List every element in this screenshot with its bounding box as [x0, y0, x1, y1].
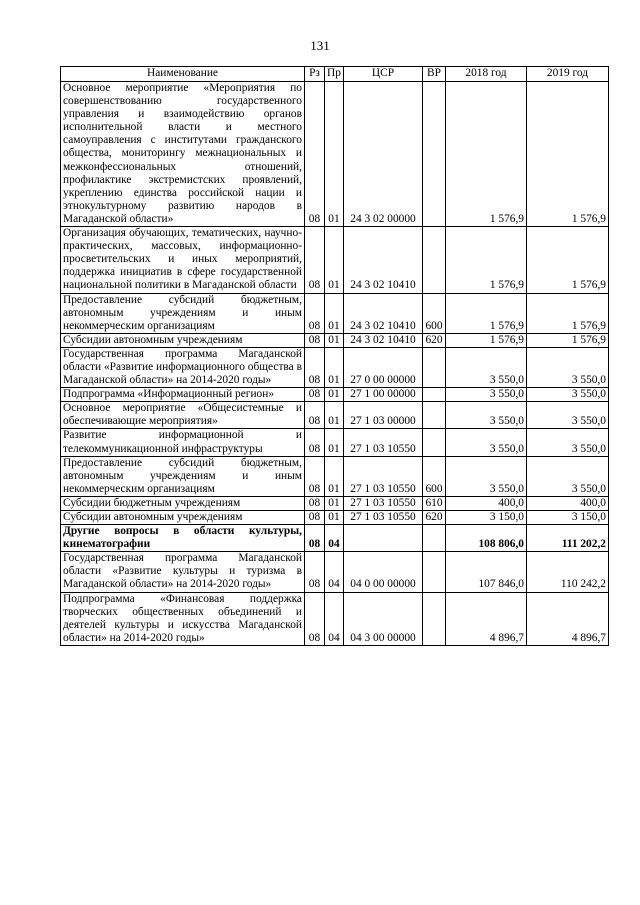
- row-2018: 3 550,0: [446, 388, 527, 402]
- row-rz: 08: [305, 82, 325, 227]
- row-vr: 600: [423, 456, 446, 496]
- row-2018: 1 576,9: [446, 82, 527, 227]
- row-csr: 04 0 00 00000: [344, 552, 423, 592]
- row-name: Государственная программа Магаданской области «Развитие культуры и туризма в Магаданской области» на 2014-2020 годы»: [61, 552, 305, 592]
- row-2018: 107 846,0: [446, 552, 527, 592]
- row-vr: 620: [423, 333, 446, 347]
- row-vr: [423, 525, 446, 552]
- row-2019: 1 576,9: [527, 293, 609, 333]
- row-name: Другие вопросы в области культуры, кинематографии: [61, 525, 305, 552]
- row-rz: 08: [305, 429, 325, 456]
- row-vr: 600: [423, 293, 446, 333]
- header-name: Наименование: [61, 67, 305, 82]
- table-row: [61, 456, 609, 496]
- row-pr: 01: [325, 82, 344, 227]
- row-vr: [423, 388, 446, 402]
- row-rz: 08: [305, 456, 325, 496]
- row-pr: 01: [325, 402, 344, 429]
- row-name: Подпрограмма «Финансовая поддержка творческих общественных объединений и деятелей культуры и искусства Магаданской области» на 2014-2020 годы»: [61, 592, 305, 645]
- row-2019: 3 550,0: [527, 402, 609, 429]
- table-row: [61, 347, 609, 387]
- row-rz: 08: [305, 525, 325, 552]
- budget-table: [60, 66, 609, 646]
- header-2018: 2018 год: [446, 67, 527, 82]
- row-pr: 01: [325, 333, 344, 347]
- row-2019: 1 576,9: [527, 227, 609, 293]
- row-vr: [423, 82, 446, 227]
- row-2019: 110 242,2: [527, 552, 609, 592]
- row-name: Основное мероприятие «Общесистемные и обеспечивающие мероприятия»: [61, 402, 305, 429]
- row-name: Организация обучающих, тематических, научно-практических, массовых, информационно-просветительских и иных мероприятий, поддержка инициатив в сфере государственной национальной политики в Магаданской области: [61, 227, 305, 293]
- header-2019: 2019 год: [527, 67, 609, 82]
- row-2018: 400,0: [446, 496, 527, 510]
- row-rz: 08: [305, 552, 325, 592]
- row-pr: 01: [325, 227, 344, 293]
- row-name: Субсидии бюджетным учреждениям: [61, 496, 305, 510]
- row-rz: 08: [305, 333, 325, 347]
- row-2018: 108 806,0: [446, 525, 527, 552]
- table-row: [61, 227, 609, 293]
- row-csr: 27 1 03 00000: [344, 402, 423, 429]
- row-2018: 1 576,9: [446, 293, 527, 333]
- row-pr: 04: [325, 525, 344, 552]
- row-2018: 3 150,0: [446, 511, 527, 525]
- row-2018: 3 550,0: [446, 456, 527, 496]
- row-vr: [423, 429, 446, 456]
- header-csr: ЦСР: [344, 67, 423, 82]
- row-2019: 3 550,0: [527, 347, 609, 387]
- row-rz: 08: [305, 592, 325, 645]
- row-2018: 3 550,0: [446, 429, 527, 456]
- table-row: [61, 388, 609, 402]
- row-csr: 27 1 03 10550: [344, 429, 423, 456]
- row-name: Предоставление субсидий бюджетным, автономным учреждениям и иным некоммерческим организациям: [61, 456, 305, 496]
- row-vr: [423, 592, 446, 645]
- row-pr: 01: [325, 293, 344, 333]
- row-2018: 1 576,9: [446, 333, 527, 347]
- row-vr: [423, 347, 446, 387]
- row-pr: 01: [325, 511, 344, 525]
- table-row: [61, 525, 609, 552]
- row-csr: 04 3 00 00000: [344, 592, 423, 645]
- row-rz: 08: [305, 402, 325, 429]
- row-csr: 24 3 02 10410: [344, 227, 423, 293]
- row-csr: 27 1 03 10550: [344, 456, 423, 496]
- header-pr: Пр: [325, 67, 344, 82]
- row-2019: 111 202,2: [527, 525, 609, 552]
- row-csr: 24 3 02 10410: [344, 293, 423, 333]
- table-row: [61, 333, 609, 347]
- row-name: Основное мероприятие «Мероприятия по совершенствованию государственного управления и взаимодействию органов исполнительной власти и местного самоуправления с институтами гражданского общества, мониторингу межнациональных и межконфессиональных отношений, профилактике экстремистских проявлений, укреплению единства российской нации и этнокультурному развитию народов в Магаданской области»: [61, 82, 305, 227]
- row-csr: 24 3 02 10410: [344, 333, 423, 347]
- row-2019: 3 550,0: [527, 388, 609, 402]
- row-pr: 04: [325, 592, 344, 645]
- table-row: [61, 293, 609, 333]
- table-header-row: [61, 67, 609, 82]
- row-2018: 4 896,7: [446, 592, 527, 645]
- row-2018: 1 576,9: [446, 227, 527, 293]
- header-vr: ВР: [423, 67, 446, 82]
- table-row: [61, 511, 609, 525]
- row-2019: 4 896,7: [527, 592, 609, 645]
- row-rz: 08: [305, 511, 325, 525]
- row-vr: 610: [423, 496, 446, 510]
- row-2019: 1 576,9: [527, 82, 609, 227]
- table-row: [61, 552, 609, 592]
- row-csr: 27 1 00 00000: [344, 388, 423, 402]
- row-pr: 01: [325, 456, 344, 496]
- row-2019: 3 550,0: [527, 456, 609, 496]
- row-name: Предоставление субсидий бюджетным, автономным учреждениям и иным некоммерческим организациям: [61, 293, 305, 333]
- header-rz: Рз: [305, 67, 325, 82]
- row-pr: 01: [325, 388, 344, 402]
- row-2019: 3 550,0: [527, 429, 609, 456]
- page-number: 131: [310, 38, 330, 53]
- row-csr: 27 1 03 10550: [344, 496, 423, 510]
- row-rz: 08: [305, 496, 325, 510]
- row-2019: 1 576,9: [527, 333, 609, 347]
- table-row: [61, 429, 609, 456]
- row-2019: 3 150,0: [527, 511, 609, 525]
- row-2018: 3 550,0: [446, 402, 527, 429]
- row-name: Субсидии автономным учреждениям: [61, 333, 305, 347]
- row-rz: 08: [305, 388, 325, 402]
- row-name: Субсидии автономным учреждениям: [61, 511, 305, 525]
- row-csr: [344, 525, 423, 552]
- row-vr: [423, 402, 446, 429]
- row-csr: 27 0 00 00000: [344, 347, 423, 387]
- table-row: [61, 82, 609, 227]
- row-vr: [423, 552, 446, 592]
- table-row: [61, 496, 609, 510]
- row-name: Развитие информационной и телекоммуникационной инфраструктуры: [61, 429, 305, 456]
- row-pr: 01: [325, 347, 344, 387]
- row-vr: [423, 227, 446, 293]
- row-rz: 08: [305, 347, 325, 387]
- row-2018: 3 550,0: [446, 347, 527, 387]
- row-name: Подпрограмма «Информационный регион»: [61, 388, 305, 402]
- table-row: [61, 402, 609, 429]
- table-row: [61, 592, 609, 645]
- row-pr: 01: [325, 429, 344, 456]
- row-csr: 24 3 02 00000: [344, 82, 423, 227]
- row-vr: 620: [423, 511, 446, 525]
- row-2019: 400,0: [527, 496, 609, 510]
- row-rz: 08: [305, 293, 325, 333]
- row-pr: 04: [325, 552, 344, 592]
- row-rz: 08: [305, 227, 325, 293]
- row-csr: 27 1 03 10550: [344, 511, 423, 525]
- row-pr: 01: [325, 496, 344, 510]
- row-name: Государственная программа Магаданской области «Развитие информационного общества в Магаданской области» на 2014-2020 годы»: [61, 347, 305, 387]
